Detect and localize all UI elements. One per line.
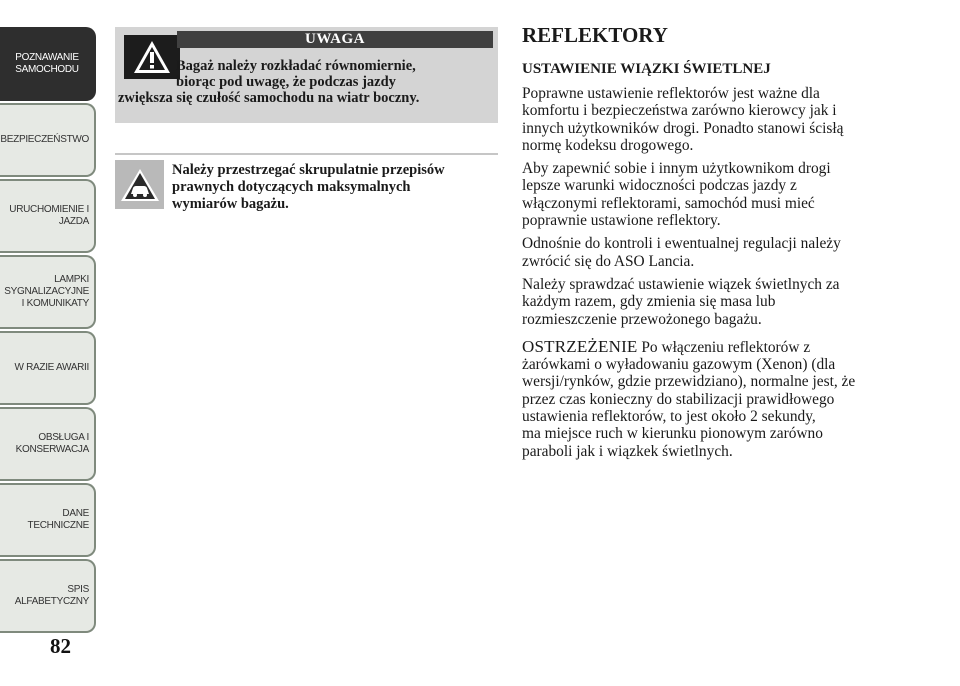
tab-label: JAZDA [58,216,89,227]
tab-bezpieczenstwo[interactable] [0,103,96,177]
paragraph [522,85,922,154]
warning-heading: UWAGA [177,31,493,48]
tab-poznawanie-samochodu[interactable] [0,27,96,101]
tab-label: POZNAWANIE [15,52,79,63]
paragraph [522,276,922,328]
text-line: lepsze warunki widoczności podczas jazdy z [522,177,797,195]
tab-label: SAMOCHODU [15,64,79,75]
warning-text [118,58,496,106]
tab-label: SYGNALIZACYJNE [4,286,89,297]
tab-label: W RAZIE AWARII [14,362,89,373]
text-line: każdym razem, gdy zmienia się masa lub [522,293,776,311]
text-line: włączonymi reflektorami, samochód musi mieć [522,194,815,212]
text-line: Odnośnie do kontroli i ewentualnej regulacji należy [522,235,841,253]
tab-label: OBSŁUGA I [38,432,89,443]
text-line: przez czas konieczny do stabilizacji prawidłowego [522,390,835,408]
tab-w-razie-awarii[interactable] [0,331,96,405]
note-divider [115,153,498,155]
warning-paragraph [522,338,922,460]
text-line: żarówkami o wyładowaniu gazowym (Xenon) (dla [522,356,836,374]
warning-line: Bagaż należy rozkładać równomiernie, [176,58,416,74]
text-line: ustawienia reflektorów, to jest około 2 sekundy, [522,408,816,426]
warning-line: zwiększa się czułość samochodu na wiatr boczny. [118,90,420,106]
note-line: prawnych dotyczących maksymalnych [172,179,411,195]
tab-label: LAMPKI [54,274,89,285]
text-line: poprawnie ustawione reflektory. [522,212,721,230]
tab-obsluga-i-konserwacja[interactable] [0,407,96,481]
page-number: 82 [50,634,71,658]
text-line: rozmieszczenie przewożonego bagażu. [522,310,762,328]
tab-label: BEZPIECZEŃSTWO [0,134,89,145]
tab-uruchomienie-i-jazda[interactable] [0,179,96,253]
section-title: REFLEKTORY [522,23,668,47]
tab-label: KONSERWACJA [15,444,89,455]
tab-label: URUCHOMIENIE I [9,204,89,215]
tab-label: I KOMUNIKATY [21,298,89,309]
note-line: Należy przestrzegać skrupulatnie przepisów [172,162,445,178]
text-line: Należy sprawdzać ustawienie wiązek świetlnych za [522,275,840,293]
paragraph [522,160,922,229]
tab-label: DANE [62,508,89,519]
text-line: Aby zapewnić sobie i innym użytkownikom drogi [522,160,831,178]
warning-line: biorąc pod uwagę, że podczas jazdy [176,74,396,90]
tab-lampki-sygnalizacyjne[interactable] [0,255,96,329]
paragraph [522,235,922,270]
text-line: Po włączeniu reflektorów z [637,338,811,356]
tab-dane-techniczne[interactable] [0,483,96,557]
tab-label: SPIS [67,584,89,595]
text-line: paraboli jak i wiązkek świetlnych. [522,442,733,460]
warning-box [115,27,498,123]
text-line: innych użytkowników drogi. Ponadto stanowi ścisłą [522,119,844,137]
text-line: wersji/rynków, gdzie przewidziano), normalne jest, że [522,373,856,391]
tab-label: ALFABETYCZNY [14,596,89,607]
section-subtitle: USTAWIENIE WIĄZKI ŚWIETLNEJ [522,61,771,77]
main-column [522,22,922,466]
text-line: ma miejsce ruch w kierunku pionowym zarówno [522,425,823,443]
warning-label: OSTRZEŻENIE [522,336,638,356]
text-line: komfortu i bezpieczeństwa zarówno kierowcy jak i [522,102,837,120]
tab-spis-alfabetyczny[interactable] [0,559,96,633]
note-text [172,162,502,213]
text-line: normę kodeksu drogowego. [522,136,694,154]
text-line: zwrócić się do ASO Lancia. [522,252,695,270]
text-line: Poprawne ustawienie reflektorów jest ważne dla [522,85,820,102]
tab-label: TECHNICZNE [27,520,89,531]
note-line: wymiarów bagażu. [172,196,289,212]
car-warning-icon [115,160,164,209]
